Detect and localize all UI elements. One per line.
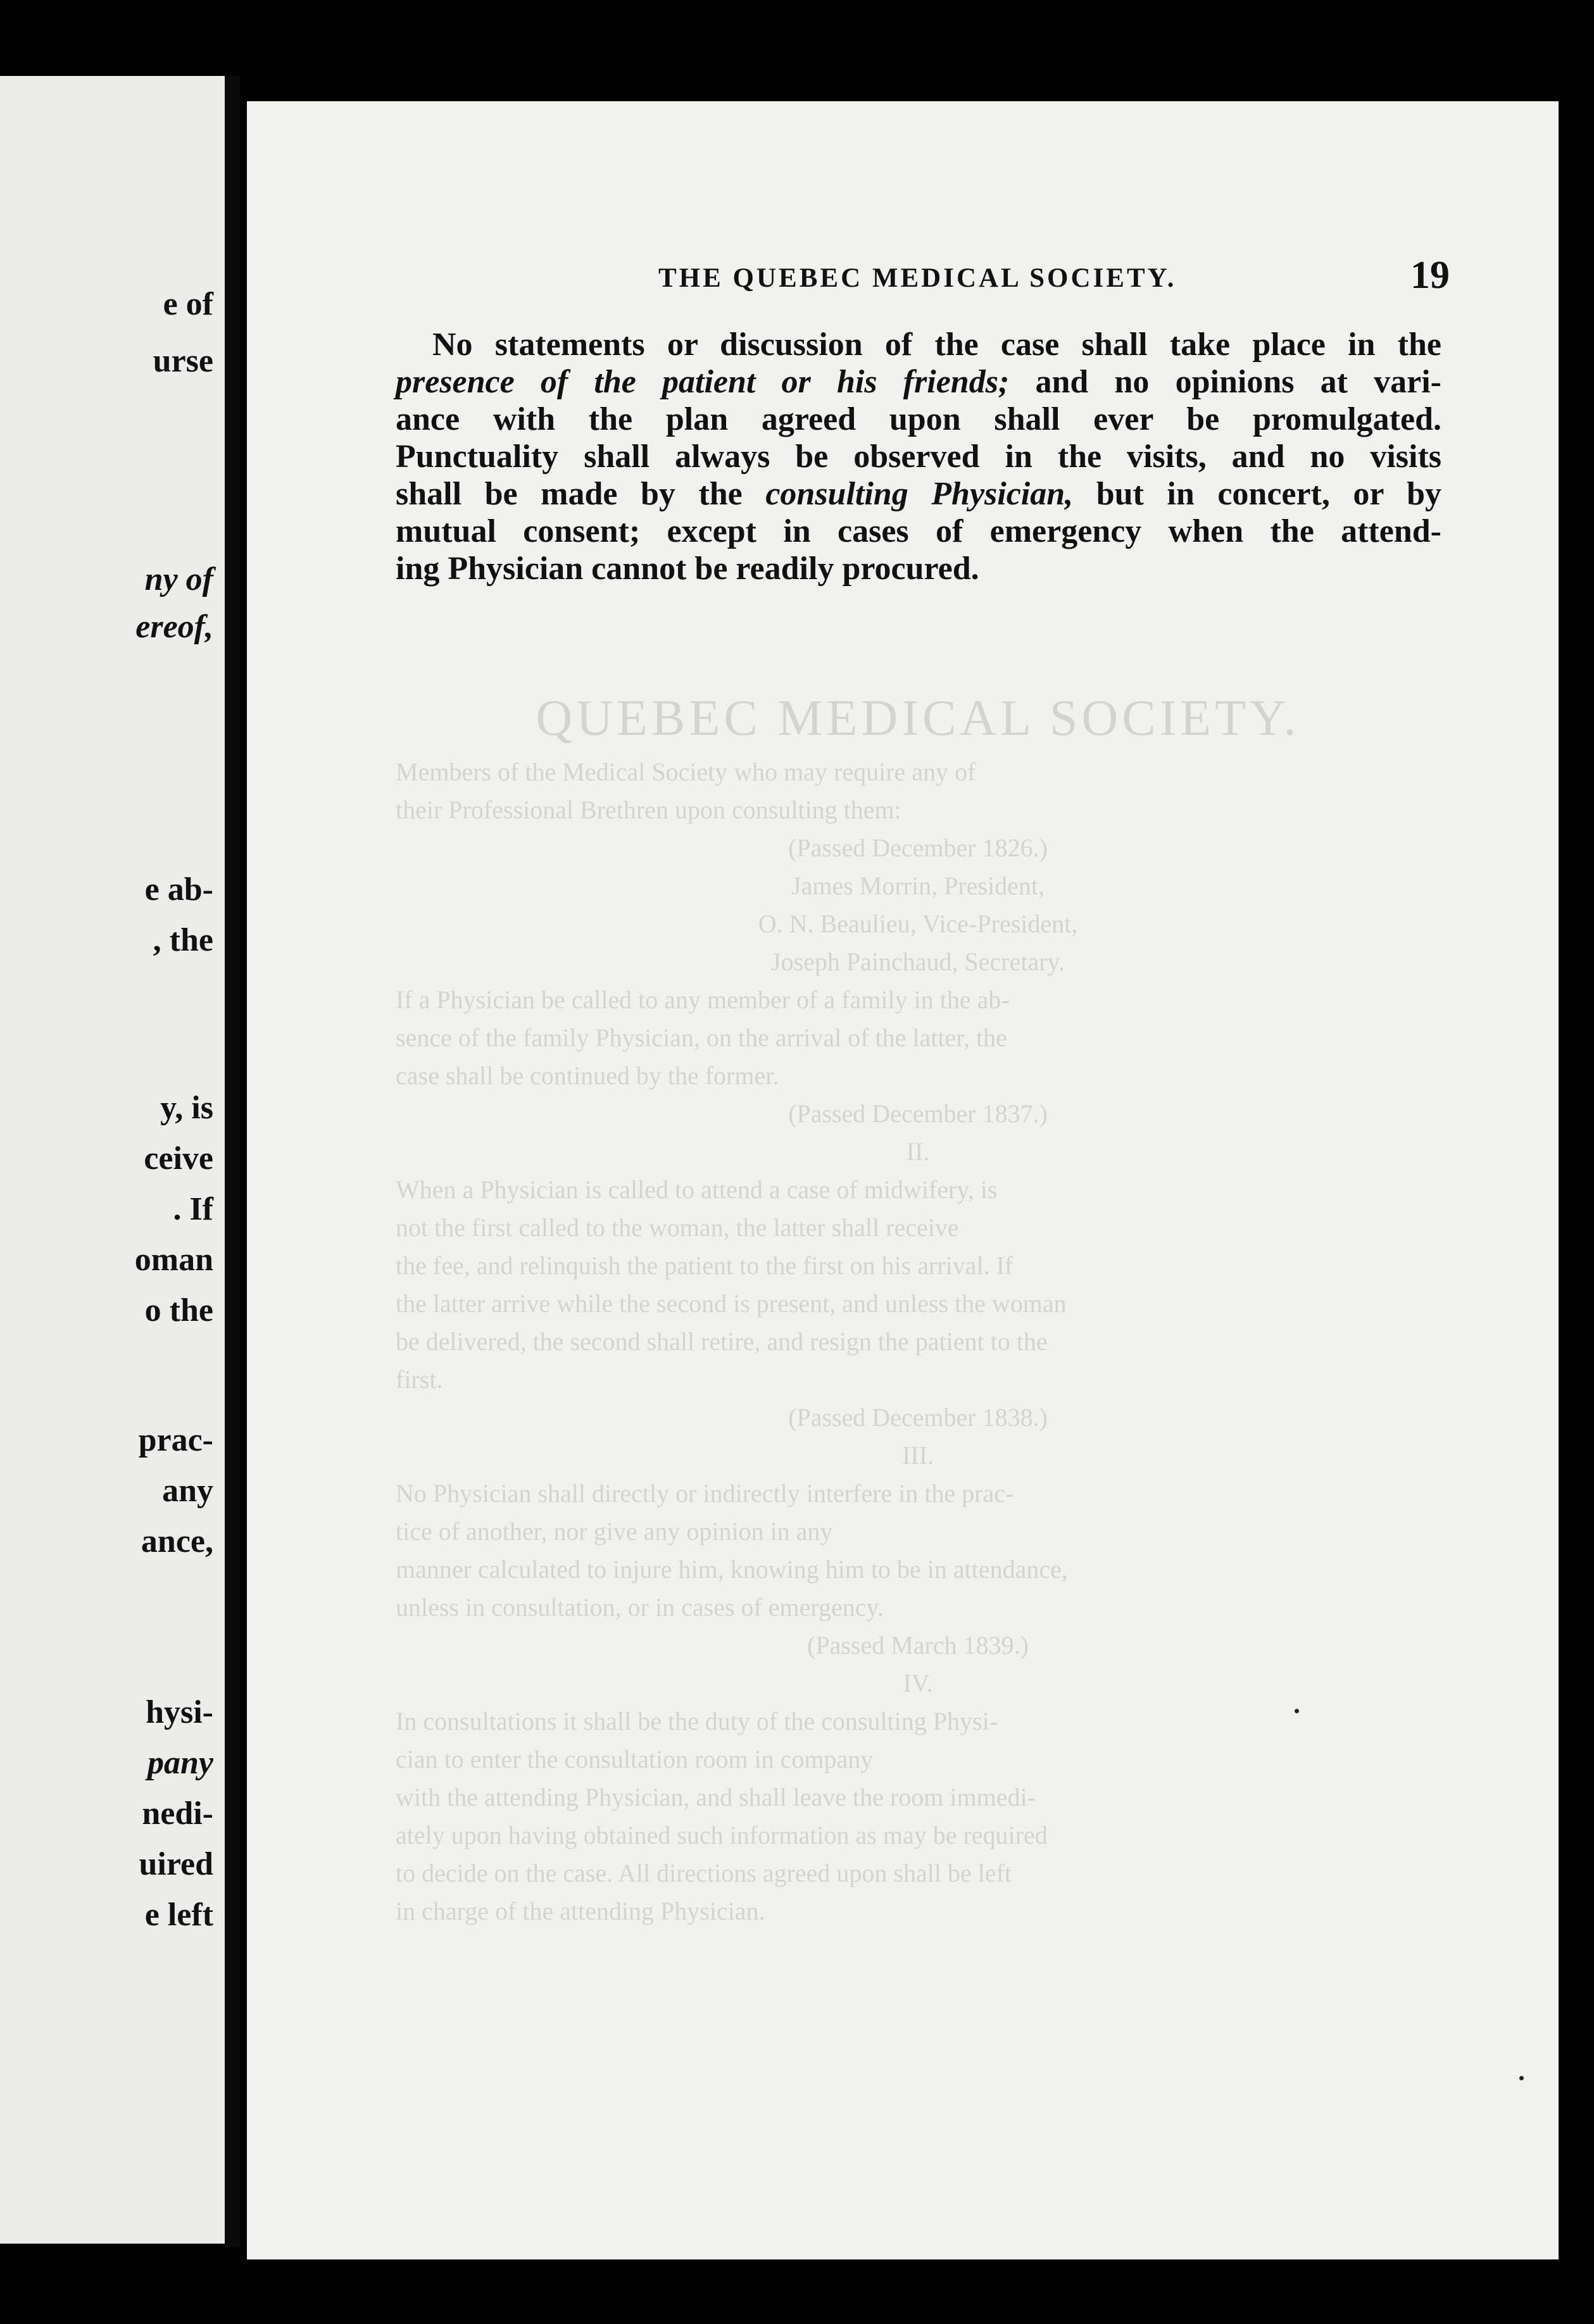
page-number: 19 [1410, 254, 1450, 297]
show-through-line: sence of the family Physician, on the arrival of the latter, the [396, 1023, 1007, 1052]
body-line: No statements or discussion of the case shall take place in the [432, 327, 1441, 363]
facing-page-fragment: oman [134, 1242, 213, 1278]
page [247, 101, 1559, 2259]
facing-page-fragment: uired [139, 1846, 213, 1882]
body-line: Punctuality shall always be observed in the visits, and no visits [396, 439, 1441, 475]
facing-page-fragment: any [162, 1473, 213, 1509]
show-through-line: with the attending Physician, and shall leave the room immedi- [396, 1783, 1036, 1811]
book-gutter [225, 76, 240, 2247]
body-line: ance with the plan agreed upon shall ever be promulgated. [396, 401, 1441, 437]
show-through-line: tice of another, nor give any opinion in any [396, 1517, 833, 1546]
show-through-line: the latter arrive while the second is present, and unless the woman [396, 1289, 1067, 1318]
body-line [396, 475, 1441, 513]
show-through-line: to decide on the case. All directions agreed upon shall be left [396, 1859, 1012, 1887]
facing-page-fragment: ny of [144, 561, 213, 597]
facing-page-fragment: y, is [160, 1090, 213, 1126]
show-through-line: first. [396, 1365, 443, 1394]
show-through-line: ately upon having obtained such information as may be required [396, 1821, 1048, 1849]
body-line: mutual consent; except in cases of emergency when the attend- [396, 513, 1441, 549]
emphasis: presence of the patient or his friends; [396, 364, 1010, 400]
show-through-line: their Professional Brethren upon consulting them: [396, 796, 901, 824]
show-through-line: (Passed March 1839.) [807, 1631, 1029, 1659]
show-through-line: No Physician shall directly or indirectly interfere in the prac- [396, 1479, 1014, 1508]
show-through-line: In consultations it shall be the duty of the consulting Physi- [396, 1707, 998, 1735]
show-through-line: be delivered, the second shall retire, and resign the patient to the [396, 1327, 1048, 1356]
facing-page-fragment: pany [147, 1745, 213, 1781]
facing-page-fragment: o the [144, 1292, 213, 1328]
show-through-line: manner calculated to injure him, knowing him to be in attendance, [396, 1555, 1068, 1584]
facing-page-fragment: . If [173, 1191, 213, 1227]
body-text: and no opinions at vari- [1009, 364, 1442, 400]
facing-page-fragment: nedi- [142, 1796, 213, 1832]
facing-page-fragment: e left [144, 1897, 213, 1933]
facing-page-fragment: hysi- [146, 1694, 213, 1730]
show-through-line: (Passed December 1826.) [788, 834, 1048, 862]
facing-page-text-fragments [0, 76, 225, 2244]
speck [1295, 1709, 1299, 1713]
show-through-line: the fee, and relinquish the patient to the first on his arrival. If [396, 1251, 1014, 1280]
emphasis: consulting Physician, [765, 476, 1074, 512]
show-through-line: (Passed December 1837.) [788, 1099, 1048, 1128]
show-through-line: Joseph Painchaud, Secretary. [771, 947, 1065, 976]
body-paragraph [396, 326, 1441, 587]
show-through-line: (Passed December 1838.) [788, 1403, 1048, 1432]
show-through-line: Members of the Medical Society who may require any of [396, 758, 976, 786]
show-through-line: not the first called to the woman, the latter shall receive [396, 1213, 959, 1242]
body-line: ing Physician cannot be readily procured. [396, 551, 979, 587]
show-through-line: IV. [903, 1669, 933, 1697]
facing-page-fragment: prac- [138, 1422, 213, 1458]
body-text: shall be made by the [396, 476, 766, 512]
show-through-title: QUEBEC MEDICAL SOCIETY. [536, 690, 1300, 746]
body-line [396, 363, 1441, 401]
facing-page-fragment: ereof, [135, 609, 213, 645]
facing-page-fragment: e ab- [144, 872, 213, 908]
show-through-line: unless in consultation, or in cases of emergency. [396, 1593, 884, 1621]
show-through-line: case shall be continued by the former. [396, 1061, 779, 1090]
show-through-line: When a Physician is called to attend a case of midwifery, is [396, 1175, 998, 1204]
running-head: THE QUEBEC MEDICAL SOCIETY. [658, 263, 1177, 293]
show-through-line: in charge of the attending Physician. [396, 1897, 765, 1925]
facing-page-fragment: ceive [144, 1140, 213, 1177]
facing-page-fragment: ance, [141, 1523, 213, 1559]
show-through-line: cian to enter the consultation room in company [396, 1745, 874, 1773]
facing-page-fragment: , the [153, 922, 213, 958]
show-through-line: O. N. Beaulieu, Vice-President, [758, 909, 1078, 938]
body-text: but in concert, or by [1073, 476, 1442, 512]
facing-page-edge [0, 76, 225, 2244]
show-through-line: If a Physician be called to any member of a family in the ab- [396, 985, 1010, 1014]
show-through-line: James Morrin, President, [791, 872, 1045, 900]
facing-page-fragment: e of [163, 286, 213, 322]
speck [1519, 2076, 1524, 2080]
show-through-line: III. [902, 1441, 934, 1470]
show-through-text [396, 684, 1440, 2139]
show-through-line: II. [906, 1137, 930, 1166]
facing-page-fragment: urse [153, 343, 213, 379]
